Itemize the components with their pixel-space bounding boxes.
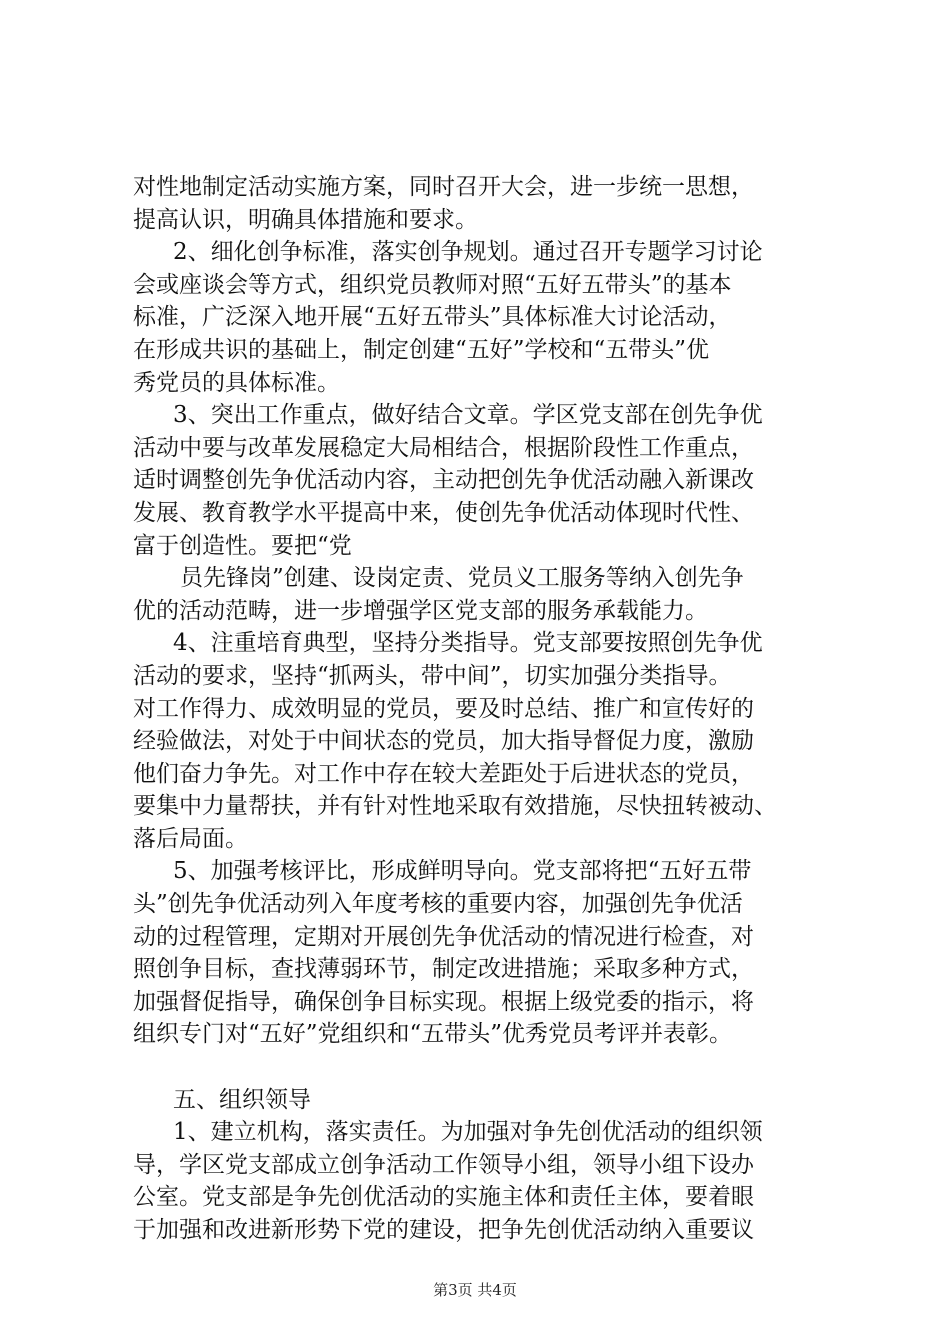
text-line: 3、突出工作重点，做好结合文章。学区党支部在创先争优 xyxy=(173,402,763,429)
text-line: 秀党员的具体标准。 xyxy=(133,369,340,396)
text-line: 于加强和改进新形势下党的建设，把争先创优活动纳入重要议 xyxy=(133,1217,754,1243)
text-line: 1、建立机构，落实责任。为加强对争先创优活动的组织领 xyxy=(173,1119,763,1146)
text-line: 组织专门对“五好”党组织和“五带头”优秀党员考评并表彰。 xyxy=(133,1021,733,1048)
page-footer: 第3页 共4页 xyxy=(433,1281,517,1299)
text-line: 活动中要与改革发展稳定大局相结合，根据阶段性工作重点， xyxy=(133,434,754,461)
text-line: 5、加强考核评比，形成鲜明导向。党支部将把“五好五带 xyxy=(173,858,752,885)
text-line: 落后局面。 xyxy=(133,825,248,852)
text-line: 要集中力量帮扶，并有针对性地采取有效措施，尽快扭转被动、 xyxy=(133,793,777,820)
document-body xyxy=(133,171,833,1247)
text-line: 对工作得力、成效明显的党员，要及时总结、推广和宣传好的 xyxy=(133,695,754,722)
text-line: 会或座谈会等方式，组织党员教师对照“五好五带头”的基本 xyxy=(133,271,732,298)
text-line: 优的活动范畴，进一步增强学区党支部的服务承载能力。 xyxy=(133,597,708,624)
text-line: 2、细化创争标准，落实创争规划。通过召开专题学习讨论 xyxy=(173,239,763,266)
text-line: 动的过程管理，定期对开展创先争优活动的情况进行检查，对 xyxy=(133,923,754,950)
text-line: 适时调整创先争优活动内容，主动把创先争优活动融入新课改 xyxy=(133,467,754,494)
text-line: 他们奋力争先。对工作中存在较大差距处于后进状态的党员， xyxy=(133,760,754,787)
text-line: 提高认识，明确具体措施和要求。 xyxy=(133,206,478,233)
text-line: 经验做法，对处于中间状态的党员，加大指导督促力度，激励 xyxy=(133,728,754,755)
text-line: 加强督促指导，确保创争目标实现。根据上级党委的指示，将 xyxy=(133,988,754,1015)
text-line: 员先锋岗”创建、设岗定责、党员义工服务等纳入创先争 xyxy=(180,565,744,592)
text-line: 公室。党支部是争先创优活动的实施主体和责任主体，要着眼 xyxy=(133,1184,754,1211)
text-line: 4、注重培育典型，坚持分类指导。党支部要按照创先争优 xyxy=(173,630,763,657)
text-line: 照创争目标，查找薄弱环节，制定改进措施；采取多种方式， xyxy=(133,956,754,983)
text-line: 富于创造性。要把“党 xyxy=(133,532,352,559)
blank-line xyxy=(133,1051,833,1084)
text-line: 导，学区党支部成立创争活动工作领导小组，领导小组下设办 xyxy=(133,1151,754,1178)
text-line: 五、组织领导 xyxy=(173,1086,311,1113)
text-line: 发展、教育教学水平提高中来，使创先争优活动体现时代性、 xyxy=(133,499,754,526)
text-line: 头”创先争优活动列入年度考核的重要内容，加强创先争优活 xyxy=(133,891,743,918)
text-line: 对性地制定活动实施方案，同时召开大会，进一步统一思想， xyxy=(133,174,754,200)
text-line: 在形成共识的基础上，制定创建“五好”学校和“五带头”优 xyxy=(133,336,710,363)
text-line: 活动的要求，坚持“抓两头，带中间”，切实加强分类指导。 xyxy=(133,662,732,689)
text-line: 标准，广泛深入地开展“五好五带头”具体标准大讨论活动， xyxy=(133,304,732,331)
